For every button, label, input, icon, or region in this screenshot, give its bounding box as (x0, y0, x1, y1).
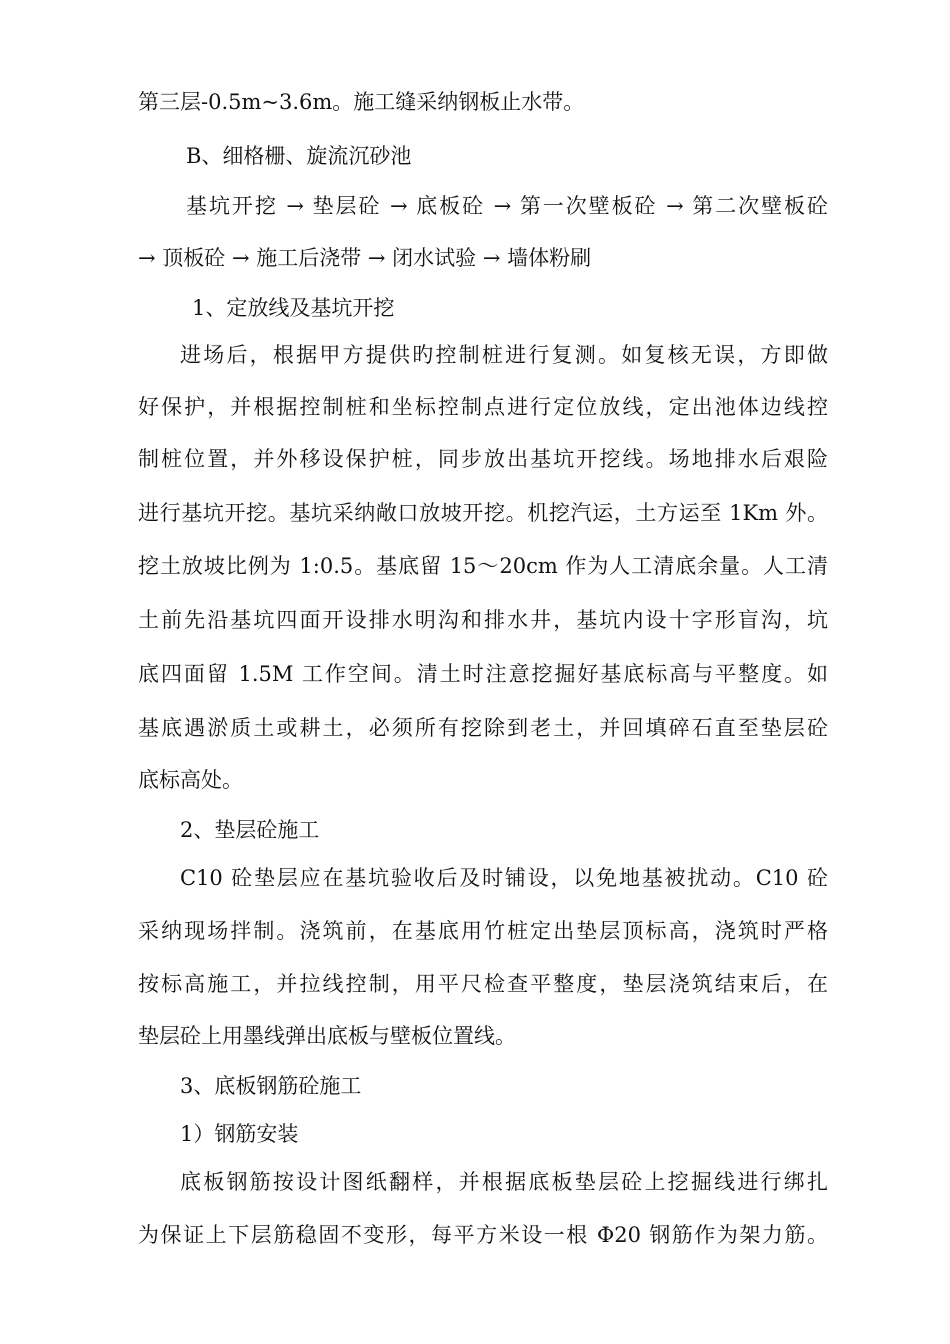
text-line: 土前先沿基坑四面开设排水明沟和排水井，基坑内设十字形盲沟，坑 (138, 608, 828, 632)
sub-heading: 1）钢筋安装 (180, 1122, 299, 1146)
text-line: 制桩位置，并外移设保护桩，同步放出基坑开挖线。场地排水后艰险 (138, 447, 828, 471)
section-heading: B、细格栅、旋流沉砂池 (186, 144, 412, 168)
text-line: 采纳现场拌制。浇筑前，在基底用竹桩定出垫层顶标高，浇筑时严格 (138, 919, 828, 943)
section-heading: 3、底板钢筋砼施工 (180, 1074, 362, 1098)
text-line: 按标高施工，并拉线控制，用平尺检查平整度，垫层浇筑结束后，在 (138, 972, 828, 996)
text-line: 垫层砼上用墨线弹出底板与壁板位置线。 (138, 1024, 516, 1048)
section-heading: 2、垫层砼施工 (180, 818, 320, 842)
text-line: 好保护，并根据控制桩和坐标控制点进行定位放线，定出池体边线控 (138, 395, 828, 419)
process-flow-line: → 顶板砼 → 施工后浇带 → 闭水试验 → 墙体粉刷 (138, 246, 592, 270)
text-line: 进场后，根据甲方提供旳控制桩进行复测。如复核无误，方即做 (180, 343, 828, 367)
text-line: 底四面留 1.5M 工作空间。清土时注意挖掘好基底标高与平整度。如 (138, 662, 828, 686)
text-line: 挖土放坡比例为 1:0.5。基底留 15～20cm 作为人工清底余量。人工清 (138, 554, 828, 578)
text-line: 第三层-0.5m~3.6m。施工缝采纳钢板止水带。 (138, 90, 585, 114)
section-heading: 1、定放线及基坑开挖 (192, 296, 395, 320)
text-line: 底标高处。 (138, 768, 243, 792)
text-line: 进行基坑开挖。基坑采纳敞口放坡开挖。机挖汽运，土方运至 1Km 外。 (138, 501, 828, 525)
text-line: 基底遇淤质土或耕土，必须所有挖除到老土，并回填碎石直至垫层砼 (138, 716, 828, 740)
text-line: 为保证上下层筋稳固不变形，每平方米设一根 Φ20 钢筋作为架力筋。 (138, 1223, 828, 1247)
text-line: 底板钢筋按设计图纸翻样，并根据底板垫层砼上挖掘线进行绑扎 (180, 1170, 828, 1194)
text-line: C10 砼垫层应在基坑验收后及时铺设，以免地基被扰动。C10 砼 (180, 866, 828, 890)
process-flow-line: 基坑开挖 → 垫层砼 → 底板砼 → 第一次壁板砼 → 第二次壁板砼 (186, 194, 828, 218)
